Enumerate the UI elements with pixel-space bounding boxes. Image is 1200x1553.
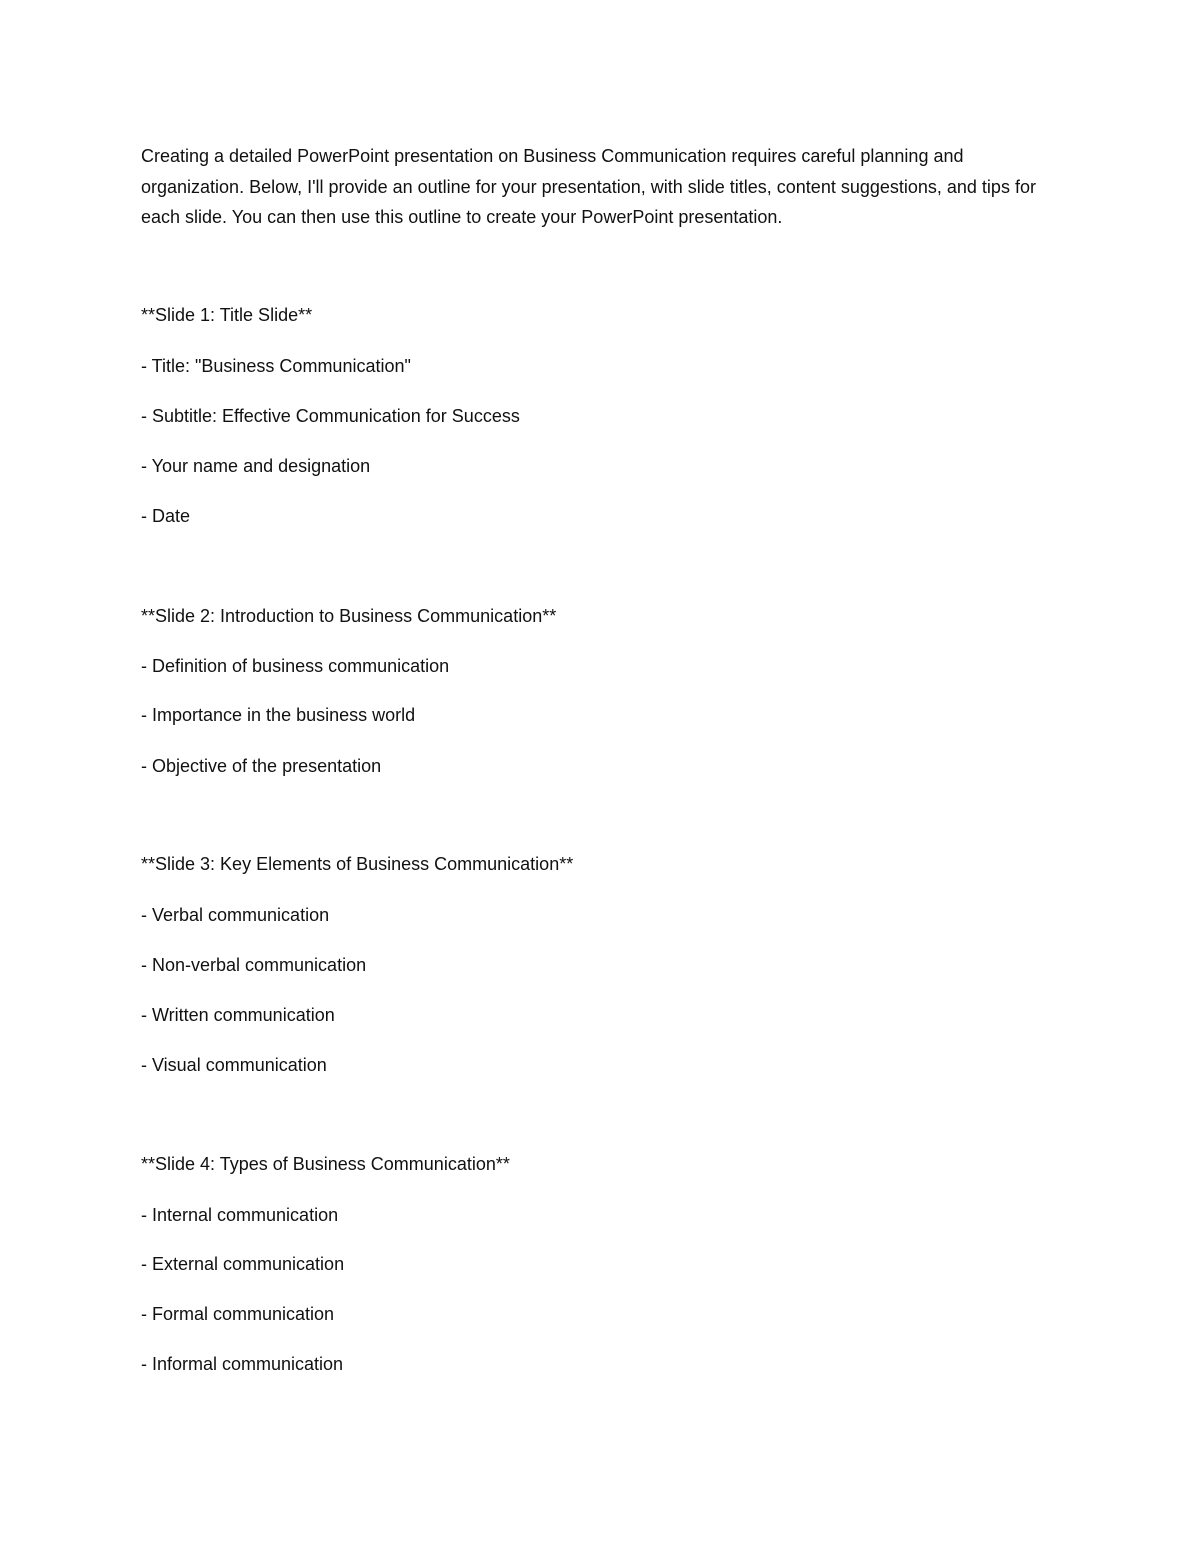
slide-4-item: - Formal communication — [141, 1304, 335, 1324]
slide-1-item: - Your name and designation — [141, 456, 371, 476]
slide-3-item: - Written communication — [141, 1005, 335, 1025]
slide-1-item: - Date — [141, 506, 191, 526]
slide-3-item: - Visual communication — [141, 1055, 327, 1075]
slide-4-item: - Informal communication — [141, 1354, 344, 1374]
slide-4-item: - External communication — [141, 1254, 345, 1274]
slide-2-item: - Importance in the business world — [141, 705, 416, 725]
slide-1-heading: **Slide 1: Title Slide** — [141, 305, 313, 325]
slide-4-item: - Internal communication — [141, 1205, 339, 1225]
slide-2-item: - Definition of business communication — [141, 656, 450, 676]
slide-4-heading: **Slide 4: Types of Business Communication** — [141, 1154, 510, 1174]
intro-paragraph: Creating a detailed PowerPoint presentation on Business Communication requires careful planning and organization. Below, I'll provide an outline for your presentation, with slide titles, content suggestions, and tips for each slide. You can then use this outline to create your PowerPoint presentation. — [141, 146, 1036, 227]
slide-3-item: - Non-verbal communication — [141, 955, 367, 975]
slide-1-item: - Title: "Business Communication" — [141, 356, 411, 376]
slide-3-item: - Verbal communication — [141, 905, 330, 925]
slide-1-item: - Subtitle: Effective Communication for Success — [141, 406, 520, 426]
slide-3-heading: **Slide 3: Key Elements of Business Communication** — [141, 854, 574, 874]
slide-2-item: - Objective of the presentation — [141, 756, 382, 776]
slide-2-heading: **Slide 2: Introduction to Business Communication** — [141, 606, 557, 626]
